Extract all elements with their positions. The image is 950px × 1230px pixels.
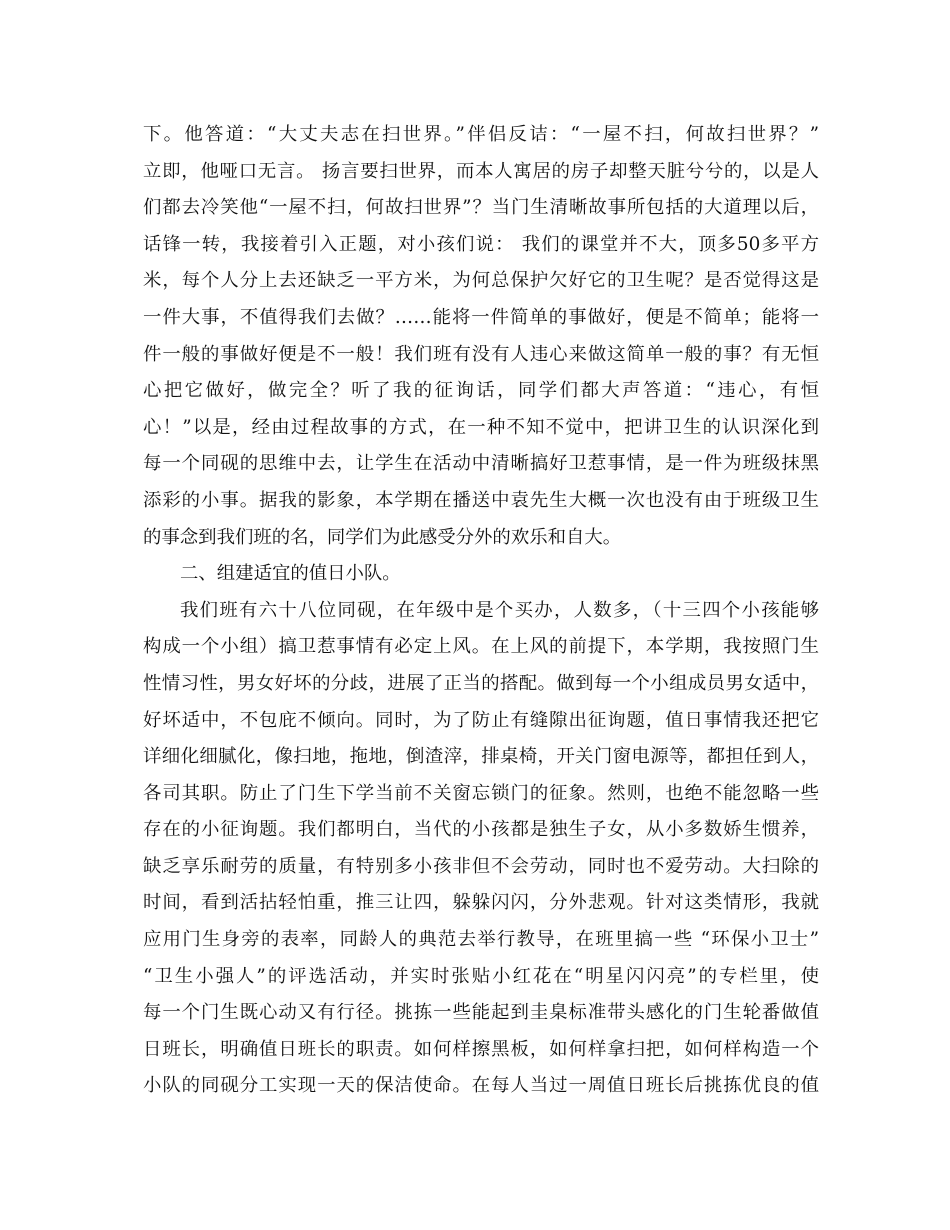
text-line: 下。他答道：“大丈夫志在扫世界。”伴侣反诘：“一屋不扫，何故扫世界？” [143,124,819,145]
text-line: “卫生小强人”的评选活动，并实时张贴小红花在“明星闪闪亮”的专栏里，使 [143,965,819,987]
text-line: 我们班有六十八位同砚，在年级中是个买办，人数多，（十三四个小孩能够 [180,599,819,621]
text-line: 性情习性，男女好坏的分歧，进展了正当的搭配。做到每一个小组成员男女适中， [143,672,819,694]
text-line: 每一个门生既心动又有行径。挑拣一些能起到圭臬标准带头感化的门生轮番做值 [143,1002,819,1024]
body-text [143,117,819,1105]
text-line: 构成一个小组）搞卫惹事情有必定上风。在上风的前提下，本学期，我按照门生 [143,636,819,658]
text-line: 详细化细腻化，像扫地，拖地，倒渣滓，排桌椅，开关门窗电源等，都担任到人， [143,746,819,768]
text-line: 心！”以是，经由过程故事的方式，在一种不知不觉中，把讲卫生的认识深化到 [143,416,819,438]
text-line: 米，每个人分上去还缺乏一平方米，为何总保护欠好它的卫生呢？是否觉得这是 [143,270,819,292]
text-line: 添彩的小事。据我的影象，本学期在播送中袁先生大概一次也没有由于班级卫生 [143,489,819,511]
text-line: 小队的同砚分工实现一天的保洁使命。在每人当过一周值日班长后挑拣优良的值 [143,1075,819,1097]
text-line: 件一般的事做好便是不一般！我们班有没有人违心来做这简单一般的事？有无恒 [143,343,819,365]
text-line: 立即，他哑口无言。 扬言要扫世界，而本人寓居的房子却整天脏兮兮的，以是人 [143,160,819,182]
text-line: 日班长，明确值日班长的职责。如何样擦黑板，如何样拿扫把，如何样构造一个 [143,1038,819,1060]
text-line: 应用门生身旁的表率，同龄人的典范去举行教导，在班里搞一些 “环保小卫士” [143,929,819,951]
section-heading: 二、组建适宜的值日小队。 [180,563,401,585]
text-line: 好坏适中，不包庇不倾向。同时，为了防止有缝隙出征询题，值日事情我还把它 [143,709,819,731]
text-line: 们都去冷笑他“一屋不扫，何故扫世界”？当门生清晰故事所包括的大道理以后， [143,197,819,219]
text-line: 一件大事，不值得我们去做？……能将一件简单的事做好，便是不简单；能将一 [143,306,819,328]
text-line: 时间，看到活拈轻怕重，推三让四，躲躲闪闪，分外悲观。针对这类情形，我就 [143,892,819,914]
text-line: 缺乏享乐耐劳的质量，有特别多小孩非但不会劳动，同时也不爱劳动。大扫除的 [143,855,819,877]
text-line: 存在的小征询题。我们都明白，当代的小孩都是独生子女，从小多数娇生惯养， [143,819,819,841]
text-line: 心把它做好，做完全？听了我的征询话，同学们都大声答道：“违心，有恒 [143,380,819,402]
text-line: 各司其职。防止了门生下学当前不关窗忘锁门的征象。然则，也绝不能忽略一些 [143,782,819,804]
text-line: 每一个同砚的思维中去，让学生在活动中清晰搞好卫惹事情，是一件为班级抹黑 [143,453,819,475]
text-line: 的事念到我们班的名，同学们为此感受分外的欢乐和自大。 [143,526,622,548]
text-line: 话锋一转，我接着引入正题，对小孩们说： 我们的课堂并不大，顶多50多平方 [143,233,819,255]
